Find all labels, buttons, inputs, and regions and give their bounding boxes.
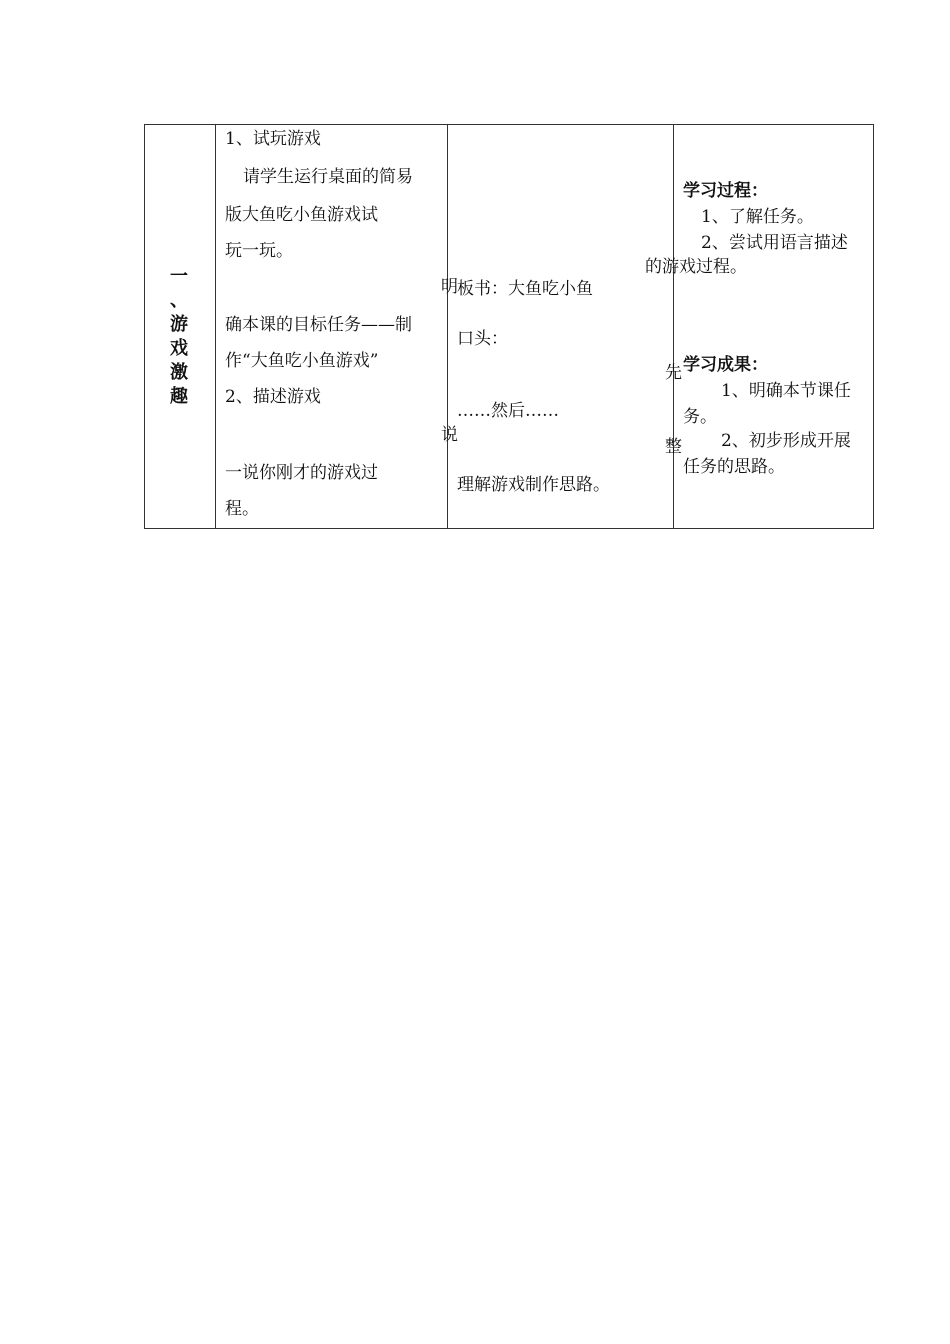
activity-line: 一说你刚才的游戏过 [225,463,378,483]
activity-line: 程。 [225,499,259,519]
process-title: 学习过程： [683,181,768,201]
result-item: 1、明确本节课任 [721,381,851,401]
activity-line: 2、描述游戏 [225,387,321,407]
activity-line: 请学生运行桌面的简易 [243,167,413,187]
process-item: 1、了解任务。 [701,207,814,227]
stage-char: 戏 [170,338,188,359]
stage-char: 游 [170,314,188,335]
teaching-char: 说 [441,425,458,445]
overflow-char: 整 [665,437,682,457]
column-divider [673,125,674,528]
stage-char: 、 [170,290,188,311]
result-item: 务。 [683,407,717,427]
board-note: 板书：大鱼吃小鱼 [457,279,593,299]
activity-line: 作“大鱼吃小鱼游戏” [225,351,379,371]
oral-note: 口头： [457,329,508,349]
activity-line: 玩一玩。 [225,241,293,261]
column-divider [447,125,448,528]
teaching-char: 明 [441,277,458,297]
stage-char: 激 [170,362,188,383]
oral-pattern: ……然后…… [457,401,559,421]
stage-title [165,265,193,409]
activity-line: 1、试玩游戏 [225,129,321,149]
process-item: 2、尝试用语言描述 [701,233,848,253]
result-title: 学习成果： [683,355,768,375]
result-item: 2、初步形成开展 [721,431,851,451]
stage-char: 一 [170,266,188,287]
stage-char: 趣 [170,386,188,407]
activity-line: 版大鱼吃小鱼游戏试 [225,205,378,225]
column-divider [215,125,216,528]
teaching-line: 理解游戏制作思路。 [457,475,610,495]
lesson-table [144,124,874,529]
activity-line: 确本课的目标任务——制 [225,315,412,335]
overflow-text: 的游戏过程。 [645,257,747,277]
result-item: 任务的思路。 [683,457,785,477]
overflow-char: 先 [665,363,682,383]
